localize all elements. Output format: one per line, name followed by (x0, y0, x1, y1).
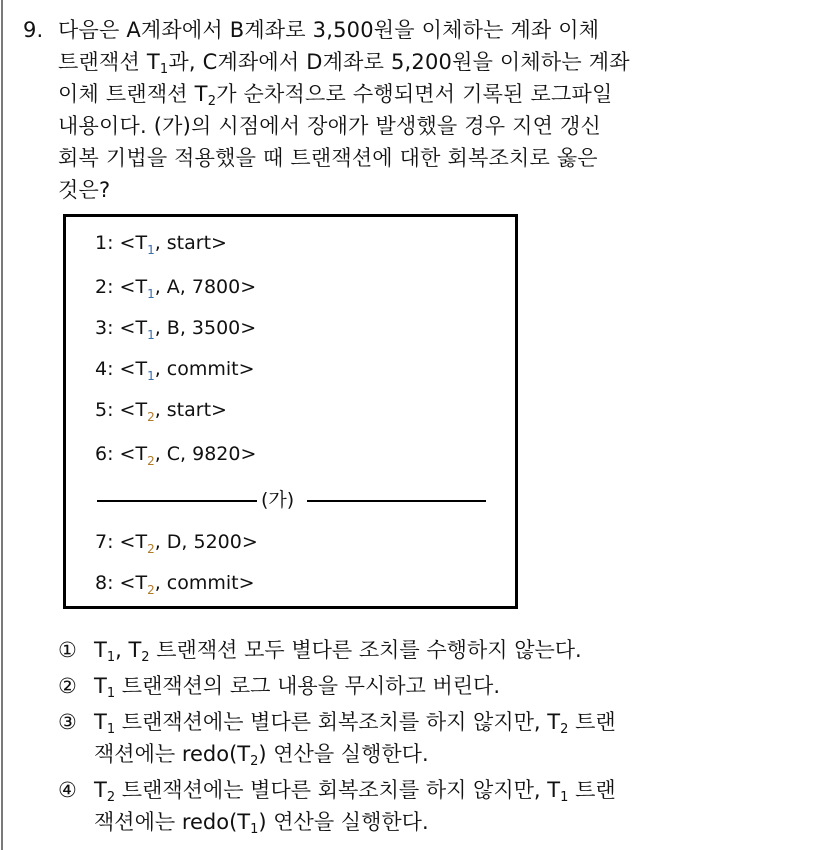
question-text (58, 14, 783, 206)
log-entry: 8: $<T_2$, commit> (95, 572, 255, 597)
log-file-box (63, 214, 518, 609)
log-entry: 6: $<T_2$, C, 9820> (95, 443, 257, 468)
divider-line (97, 500, 257, 502)
log-entry: 3: $<T_1$, B, 3500> (95, 317, 257, 342)
question-line: 트랜잭션 $T_1$과, C계좌에서 D계좌로 5,200원을 이체하는 계좌 (58, 50, 630, 77)
option-1[interactable] (58, 634, 778, 666)
log-entry: 1: $<T_1$, start> (95, 232, 227, 257)
option-text: 잭션에는 $redo(T_1)$ 연산을 실행한다. (94, 810, 429, 837)
question-number: 9. (23, 18, 44, 42)
question-line: 것은? (58, 178, 111, 202)
log-entry: 2: $<T_1$, A, 7800> (95, 276, 257, 301)
option-text: $T_1$, $T_2$ 트랜잭션 모두 별다른 조치를 수행하지 않는다. (94, 638, 582, 665)
question-line: 이체 트랜잭션 $T_2$가 순차적으로 수행되면서 기록된 로그파일 (58, 82, 613, 109)
question-line: 회복 기법을 적용했을 때 트랜잭션에 대한 회복조치로 옳은 (58, 146, 598, 170)
option-2[interactable] (58, 670, 778, 702)
answer-options (58, 634, 778, 842)
question (23, 14, 783, 206)
option-marker: ③ (58, 710, 77, 734)
page-left-border (1, 0, 3, 850)
log-entry: 4: $<T_1$, commit> (95, 358, 255, 383)
option-marker: ④ (58, 778, 77, 802)
log-entry: 7: $<T_2$, D, 5200> (95, 531, 258, 556)
option-text: $T_2$ 트랜잭션에는 별다른 회복조치를 하지 않지만, $T_1$ 트랜 (94, 778, 616, 805)
failure-marker: (가) (261, 489, 295, 511)
failure-point-divider (97, 488, 486, 512)
option-marker: ① (58, 638, 77, 662)
log-entry: 5: $<T_2$, start> (95, 399, 227, 424)
option-3[interactable] (58, 706, 778, 770)
option-4[interactable] (58, 774, 778, 838)
option-text: $T_1$ 트랜잭션에는 별다른 회복조치를 하지 않지만, $T_2$ 트랜 (94, 710, 616, 737)
question-line: 내용이다. (가)의 시점에서 장애가 발생했을 경우 지연 갱신 (58, 114, 601, 138)
option-marker: ② (58, 674, 77, 698)
divider-line (307, 500, 486, 502)
option-text: $T_1$ 트랜잭션의 로그 내용을 무시하고 버린다. (94, 674, 501, 701)
question-line: 다음은 A계좌에서 B계좌로 3,500원을 이체하는 계좌 이체 (58, 18, 600, 42)
option-text: 잭션에는 $redo(T_2)$ 연산을 실행한다. (94, 742, 429, 769)
